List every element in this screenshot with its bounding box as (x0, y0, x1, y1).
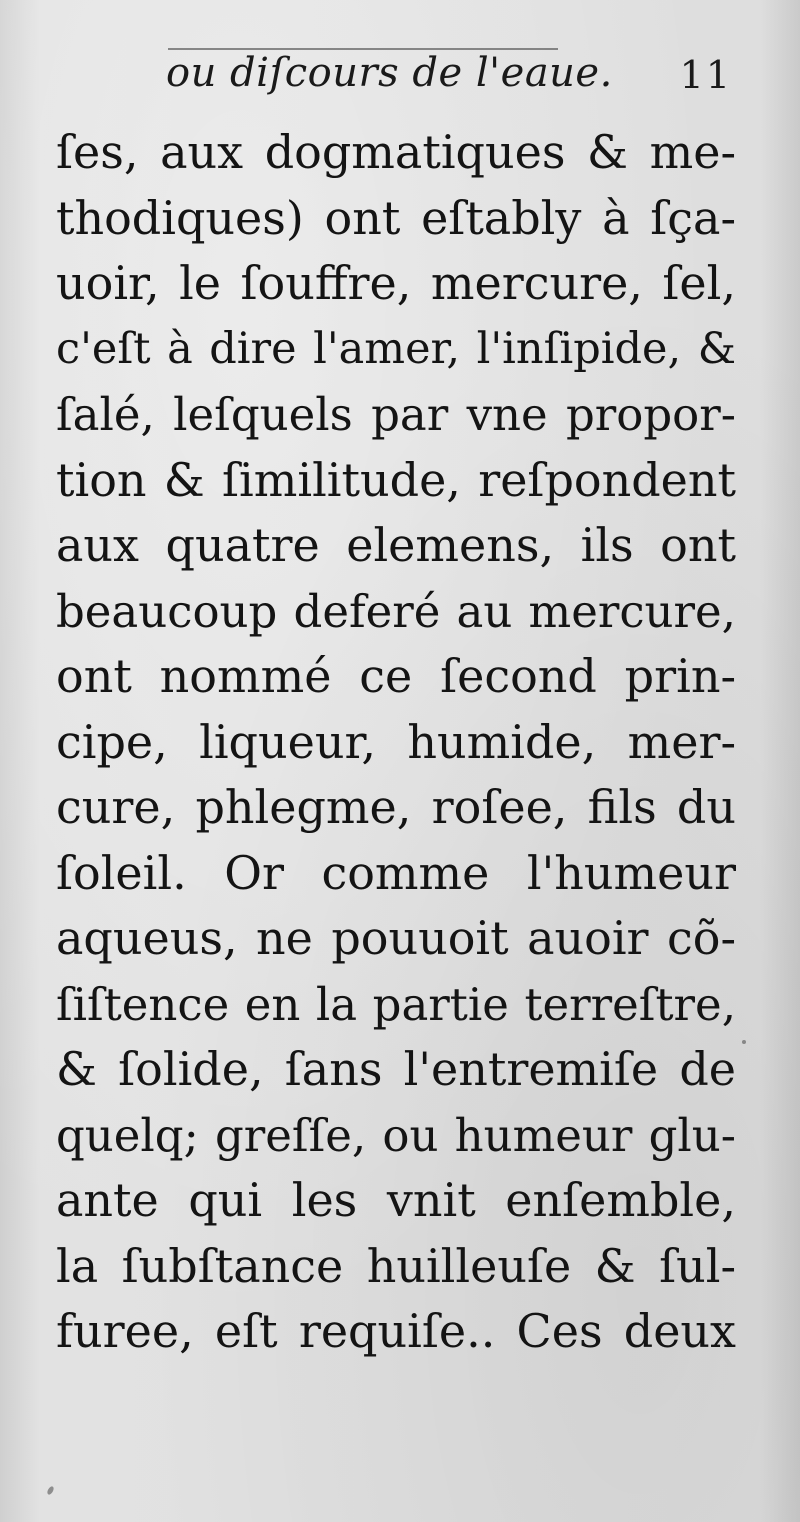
text-line: la ſubſtance huilleuſe & ſul- (56, 1238, 736, 1293)
text-line: furee, eſt requiſe.. Ces deux (56, 1304, 736, 1358)
text-line: ſes, aux dogmatiques & me- (56, 125, 736, 179)
text-line: thodiques) ont eſtably à ſça- (56, 190, 736, 245)
text-line: aqueus, ne pouuoit auoir cõ- (56, 911, 736, 965)
text-line: ante qui les vnit enſemble, (56, 1173, 736, 1227)
paper-speck (46, 1485, 55, 1495)
running-title: ou diſcours de l'eaue. (166, 50, 613, 96)
paper-speck (742, 1040, 746, 1044)
text-line: tion & ſimilitude, reſpondent (56, 452, 736, 507)
text-line: quelq; greſſe, ou humeur glu- (56, 1108, 736, 1162)
text-line: cipe, liqueur, humide, mer- (56, 714, 736, 769)
text-line: ſalé, leſquels par vne propor- (56, 388, 736, 441)
text-line: ſiſtence en la partie terreſtre, (56, 977, 736, 1031)
text-line: c'eſt à dire l'amer, l'inſipide, & (56, 323, 736, 374)
text-line: ont nommé ce ſecond prin- (56, 649, 736, 703)
text-line: cure, phlegme, roſee, fils du (56, 780, 736, 834)
body-text (56, 120, 736, 1365)
page-header (0, 44, 800, 104)
text-line: ſoleil. Or comme l'humeur (56, 845, 736, 900)
text-line: uoir, le ſouffre, mercure, ſel, (56, 256, 736, 310)
text-line: & ſolide, ſans l'entremiſe de (56, 1042, 736, 1096)
page-number: 11 (679, 53, 732, 97)
text-line: aux quatre elemens, ils ont (56, 518, 736, 572)
text-line: beaucoup deferé au mercure, (56, 584, 736, 638)
